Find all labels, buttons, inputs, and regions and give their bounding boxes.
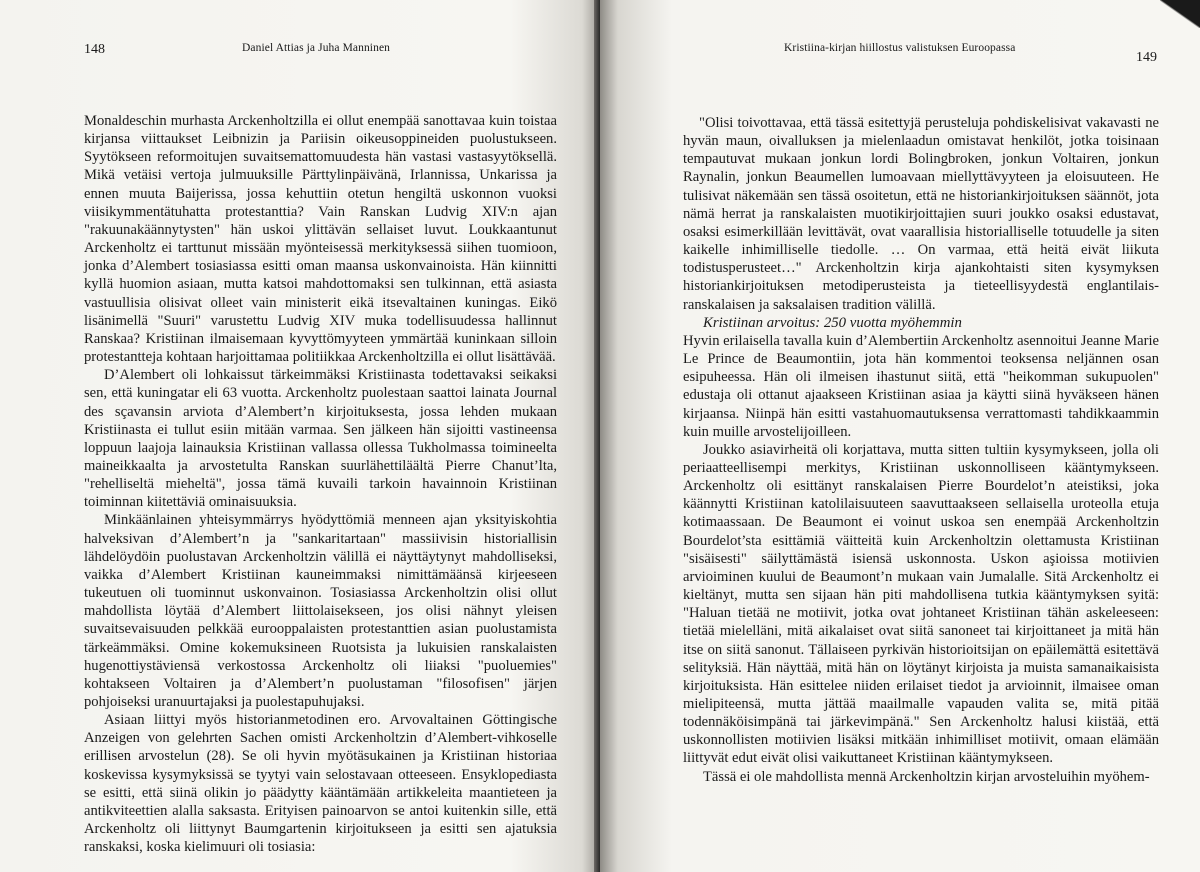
- right-quote: "Olisi toivottavaa, että tässä esitettyjä perusteluja pohdiskelisivat vakavasti ne hyvän maun, oivalluksen ja mielenlaadun omistavat henkilöt, jotka toisinaan tempautuvat mukaan jonkun lordi Bolingbroken, jonkun Voltairen, jonkun Raynalin, jonkun Beaumellen lumoavaan miellyttävyyteen ja eloisuuteen. He tulisivat näkemään sen tässä osoitetun, että ne historiankirjoituksen säännöt, jota nämä herrat ja ranskalaisten muotikirjoittajien suuri joukko osaksi edustavat, osaksi esimerkillään levittävät, ovat vaarallisia historialliselle totuudelle ja siten kaikelle inhimilliselle tiedolle. … On varmaa, että heitä eivät liikuta todistusperusteet…" Arckenholtzin kirja ajankohtaisti siten kysymyksen historiankirjoituksen metodiperusteista ja tieteellisyydestä englantilais-ranskalaisen ja saksalaisen tradition välillä.: [683, 115, 1159, 313]
- left-body: [84, 112, 557, 856]
- right-body: [683, 114, 1159, 786]
- left-page-number: 148: [84, 42, 105, 57]
- page-corner-shadow: [1160, 0, 1200, 28]
- right-running-head: Kristiina-kirjan hiillostus valistuksen Euroopassa: [784, 42, 1016, 54]
- right-paragraph-3: Tässä ei ole mahdollista mennä Arckenholtzin kirjan arvosteluihin myöhem-: [703, 768, 1150, 785]
- left-paragraph-2: D’Alembert oli lohkaissut tärkeimmäksi Kristiinasta todettavaksi seikaksi sen, että kuningatar eli 63 vuotta. Arckenholtz puolestaan saattoi lainata Journal des sçavansin arviota d’Alembert’n kirjoituksesta, jossa lehden mukaan Kristiinasta ei tullut esiin mitään varmaa. Sen jälkeen hän sijoitti vastineensa loppuun laajoja lainauksia Kristiinan vallassa ollessa Tukholmassa toimineelta maineikkaalta ja arvostetulta Ranskan suurlähettiläältä Pierre Chanut’lta, "rehelliseltä mieheltä", jossa tämä kuvaili tarkoin havainnoin Kristiinan toiminnan kiitettäviä ominaisuuksia.: [84, 367, 557, 511]
- right-page-number: 149: [1136, 50, 1157, 65]
- right-page: [600, 0, 1200, 872]
- right-paragraph-1: Hyvin erilaisella tavalla kuin d’Alembertiin Arckenholtz asennoitui Jeanne Marie Le Prince de Beaumontiin, jota hän kommentoi teoksensa neljännen osan esipuheessa. Hän oli ilmeisen ihastunut siitä, että "heikomman sukupuolen" edustaja oli ottanut ajaakseen Kristiinan asiaa ja käytti siinä hyväkseen hänen kirjaansa. Niinpä hän esitti vastahuomautuksensa verrattomasti tahdikkaammin kuin muille arvostelijoilleen.: [683, 332, 1159, 440]
- left-paragraph-3: Minkäänlainen yhteisymmärrys hyödyttömiä menneen ajan yksityiskohtia halveksivan d’Alembert’n ja "sankaritartaan" massiivisin historiallisin lähdelöydöin puolustavan Arckenholtzin välillä ei näyttäytynyt mahdolliseksi, vaikka d’Alembert Kristiinan kauneimmaksi nimittämäänsä kirjeeseen tukeutuen oli tuominnut uskonvainon. Tosiasiassa Arckenholtzin olisi ollut mahdollista löytää d’Alembert liittolaisekseen, jos olisi nähnyt yleisen suvaitsevaisuuden pelkkää eurooppalaisten protestanttien asian puolustamista tärkeämmäksi. Omine kokemuksineen Ruotsista ja lukuisien ranskalaisten hugenottiystäviensä verkostossa Arckenholtz oli liiaksi "puoluemies" kohtakseen Voltairen ja d’Alembert’n puolustaman "filosofisen" järjen pohjoiseksi uranuurtajaksi ja puolestapuhujaksi.: [84, 512, 557, 710]
- right-paragraph-2: Joukko asiavirheitä oli korjattava, mutta sitten tultiin kysymykseen, jolla oli periaatteellisempi merkitys, Kristiinan uskonnolliseen kääntymykseen. Arckenholtz oli esittänyt ranskalaisen Pierre Bourdelot’n ateistiksi, joka käännytti Kristiinan katolilaisuuteen saavuttaakseen sellaisella uroteolla etuja kotimaassaan. De Beaumont ei voinut uskoa sen enempää Arckenholtzin Bourdelot’sta esittämiä väitteitä kuin Arckenholtzin olettamusta Kristiinan "sisäisesti" säilyttämästä isiensä uskonnosta. Uskon aşioissa motiivien arvioiminen kuului de Beaumont’n mukaan vain Jumalalle. Sitä Arckenholtz ei kieltänyt, mutta sen sijaan hän piti mahdollisena tutkia kääntymyksen syitä: "Haluan tietää ne motiivit, jotka ovat johtaneet Kristiinan tähän askeleeseen: tietää mielelläni, mitä aikalaiset ovat siitä sanoneet tai kirjoittaneet ja mitä hän itse on siitä sanonut. Tällaiseen pyrkivän historioitsijan on epäilemättä esitettävä selityksiä. Hän näyttää, mitä hän on löytänyt kirjoista ja muista samanaikaisista kirjoituksista. Hän esittelee niiden erilaiset tiedot ja arvioinnit, ilmaisee oman mielipiteensä, mutta jättää maailmalle vapauden valita se, mitä pitää todennäköisimpänä tai järkevimpänä." Sen Arckenholtz halusi kiistää, että uskonnollisten motiivien lisäksi mitkään inhimilliset motiivit, omaan elämään liittyvät edut eivät olisi vaikuttaneet Kristiinan kääntymykseen.: [683, 441, 1159, 767]
- left-paragraph-4: Asiaan liittyi myös historianmetodinen ero. Arvovaltainen Göttingische Anzeigen von gelehrten Sachen omisti Arckenholtzin d’Alembert-vihkoselle erillisen arvostelun (28). Se oli hyvin myötäsukainen ja Kristiinan historiaa koskevissa kysymyksissä se tyytyi vain selostavaan otteeseen. Ensyklopediasta se esitti, että siinä olikin jo päädytty kääntämään artikkeleita maantieteen ja antikviteettien alalla saksasta. Erityisen painoarvon se antoi kuitenkin sille, että Arckenholtz oli liittynyt Baumgartenin kirjoitukseen ja esitti sen ajatuksia ranskaksi, koska kielimuuri oli tosiasia:: [84, 712, 557, 856]
- left-running-head: Daniel Attias ja Juha Manninen: [242, 42, 390, 54]
- left-paragraph-1: Monaldeschin murhasta Arckenholtzilla ei ollut enempää sanottavaa kuin toistaa kirjansa viittaukset Leibnizin ja Pariisin oikeusoppineiden puolustukseen. Syytökseen reformoitujen suvaitsemattomuudesta hän vastasi vastasyytöksellä. Mikä vetäisi vertoja julmuuksille Pärttylinpäivänä, Irlannissa, Unkarissa ja ennen muuta Baijerissa, jossa kehuttiin otetun hengiltä uskonnon vuoksi viisikymmentätuhatta protestanttia? Vain Ranskan Ludvig XIV:n ajan "rakuunakäännytysten" hän uskoi ylittävän sellaiset luvut. Loukkaantunut Arckenholtz ei tarttunut missään myönteisessä merkityksessä siihen tuomioon, jonka d’Alembert tosiasiassa esitti oman maansa uskonvainoista. Hän kiinnitti kyllä huomion asiaan, mutta katsoi mahdottomaksi sen tulkinnan, että asiasta vastuullisia olisivat olleet vain ministerit eikä itsevaltainen kuningas. Eikö lisänimellä "Suuri" varustettu Ludvig XIV muka todellisuudessa hallinnut Ranskaa? Kristiinan ilmaisemaan kyvyttömyyteen ymmärtää kuninkaan silloin protestantteja kohtaan harjoittamaa politiikkaa Arckenholtzilla ei ollut lisättävää.: [84, 113, 557, 366]
- section-heading: Kristiinan arvoitus: 250 vuotta myöhemmin: [703, 314, 962, 331]
